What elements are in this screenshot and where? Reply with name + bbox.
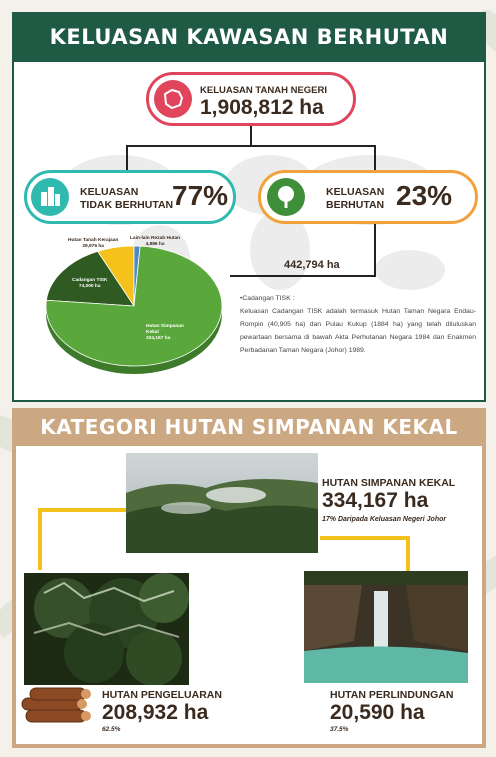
- protection-forest-label: HUTAN PERLINDUNGAN: [330, 689, 454, 701]
- forest-percent: 23%: [396, 180, 453, 211]
- johor-map-icon: [154, 80, 192, 118]
- production-forest-value: 208,932 ha: [102, 701, 209, 724]
- protection-forest-percent: 37.5%: [330, 726, 349, 733]
- pie-label-reserve-tisk: Cadangan TISK 74,000 ha: [72, 278, 108, 289]
- forest-pie-chart: [40, 240, 230, 380]
- tisk-note-heading: •Cadangan TISK :: [240, 295, 295, 302]
- permanent-reserve-label: HUTAN SIMPANAN KEKAL: [322, 477, 456, 489]
- permanent-reserve-value: 334,167 ha: [322, 489, 429, 512]
- forest-label-line1: KELUASAN: [326, 186, 385, 198]
- connector-line: [374, 145, 376, 171]
- connector-line: [320, 536, 410, 540]
- forest-label-line2: BERHUTAN: [326, 199, 385, 211]
- non-forest-label-line1: KELUASAN: [80, 186, 139, 198]
- production-forest-photo: [24, 573, 189, 685]
- tisk-note: [240, 292, 476, 357]
- connector-line: [406, 536, 410, 574]
- connector-line: [126, 145, 128, 171]
- waterfall-photo: [304, 571, 468, 683]
- forest-area-title: KELUASAN KAWASAN BERHUTAN: [49, 25, 449, 49]
- production-forest-percent: 62.5%: [102, 726, 121, 733]
- tree-icon: [267, 178, 305, 216]
- pie-label-state-land: Hutan Tanah Kerajaan 29,975 ha: [68, 238, 119, 249]
- tisk-note-body: Keluasan Cadangan TISK adalah termasuk Hutan Taman Negara Endau-Rompin (40,905 ha) dan Pulau Kukup (1884 ha) yang telah diluluskan pewartaan bersama di bawah Akta Perhutanan Negara 1984 dan Enakmen Perbadanan Taman Negara (Johor) 1989.: [240, 308, 476, 354]
- production-forest-label: HUTAN PENGELUARAN: [102, 689, 222, 701]
- non-forest-label-line2: TIDAK BERHUTAN: [80, 199, 174, 211]
- non-forest-percent: 77%: [172, 180, 229, 211]
- protection-forest-value: 20,590 ha: [330, 701, 425, 724]
- connector-line: [38, 508, 42, 570]
- connector-line: [250, 126, 252, 146]
- state-land-label: KELUASAN TANAH NEGERI: [200, 85, 328, 96]
- connector-line: [374, 224, 376, 276]
- misty-forest-photo: [126, 453, 318, 553]
- pie-label-other-forest: Lain-lain Rezab Hutan 4,886 ha: [130, 236, 181, 247]
- category-title: KATEGORI HUTAN SIMPANAN KEKAL: [40, 415, 458, 439]
- connector-line: [230, 275, 376, 277]
- forest-area-value: 442,794 ha: [284, 259, 340, 271]
- pie-label-permanent-reserve: Hutan Simpanan Kekal 334,167 ha: [146, 324, 184, 341]
- connector-line: [126, 145, 376, 147]
- log-pile-icon: [18, 686, 98, 730]
- connector-line: [38, 508, 128, 512]
- state-land-value: 1,908,812 ha: [200, 96, 324, 119]
- building-icon: [31, 178, 69, 216]
- permanent-reserve-sub: 17% Daripada Keluasan Negeri Johor: [322, 516, 447, 523]
